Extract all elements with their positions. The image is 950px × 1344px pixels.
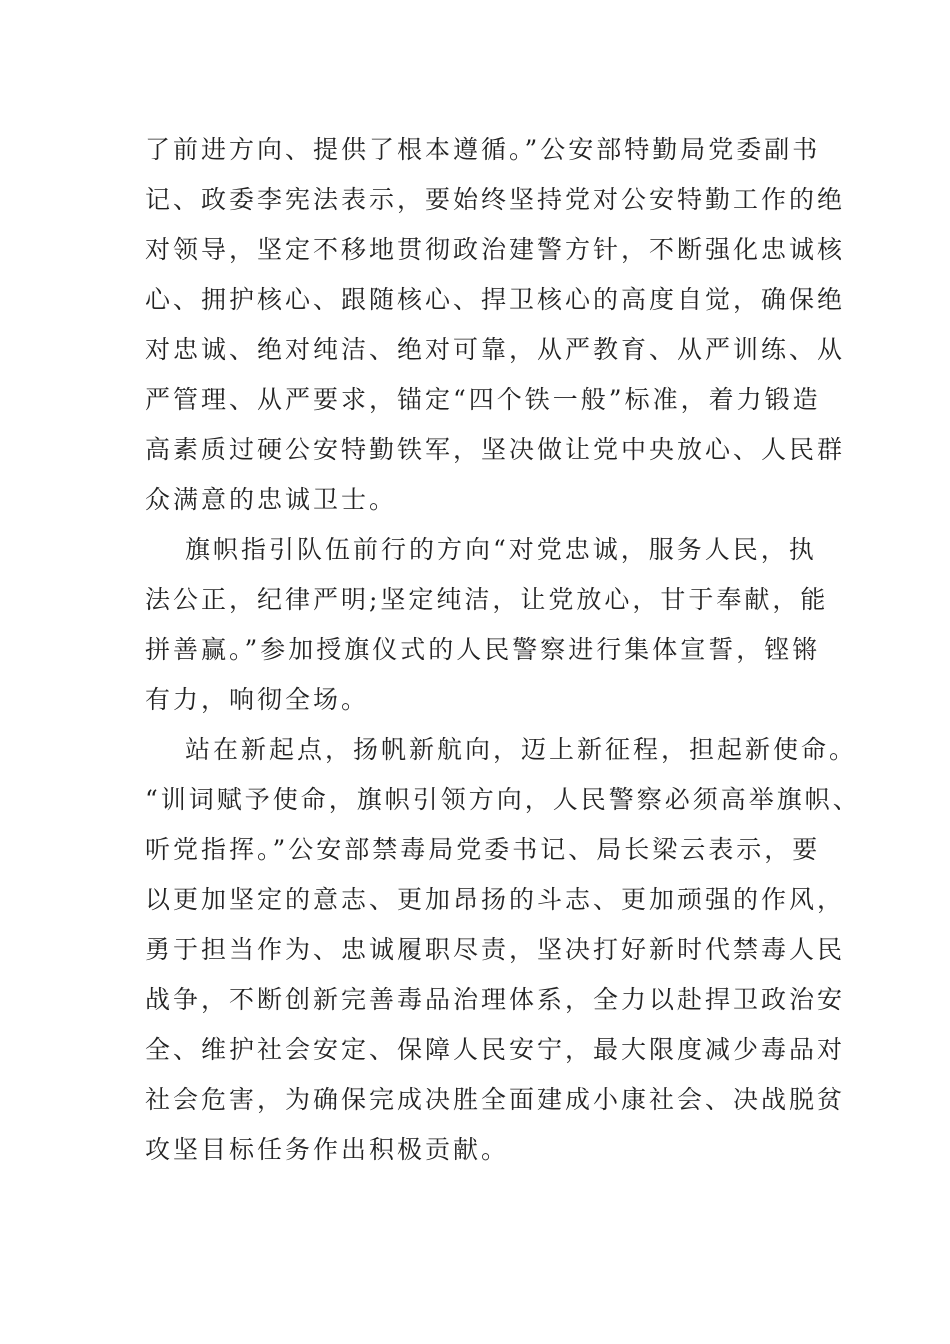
- text-line: 旗帜指引队伍前行的方向“对党忠诚，服务人民，执: [185, 535, 817, 564]
- text-line: 勇于担当作为、忠诚履职尽责，坚决打好新时代禁毒人民: [145, 935, 846, 964]
- text-line: 众满意的忠诚卫士。: [145, 485, 398, 514]
- paragraph-2: [145, 525, 829, 725]
- text-line: 攻坚目标任务作出积极贡献。: [145, 1135, 510, 1164]
- text-line: 严管理、从严要求，锚定“四个铁一般”标准，着力锻造: [145, 385, 821, 414]
- text-line: “训词赋予使命，旗帜引领方向，人民警察必须高举旗帜、: [145, 785, 861, 814]
- paragraph-3: [145, 725, 861, 1175]
- text-line: 法公正，纪律严明;坚定纯洁，让党放心，甘于奉献，能: [145, 585, 829, 614]
- text-line: 高素质过硬公安特勤铁军，坚决做让党中央放心、人民群: [145, 435, 846, 464]
- text-line: 站在新起点，扬帆新航向，迈上新征程，担起新使命。: [185, 735, 858, 764]
- text-line: 战争，不断创新完善毒品治理体系，全力以赴捍卫政治安: [145, 985, 846, 1014]
- text-line: 有力，响彻全场。: [145, 685, 370, 714]
- document-body: [145, 125, 861, 1175]
- text-line: 以更加坚定的意志、更加昂扬的斗志、更加顽强的作风，: [145, 885, 846, 914]
- text-line: 对忠诚、绝对纯洁、绝对可靠，从严教育、从严训练、从: [145, 335, 846, 364]
- text-line: 听党指挥。”公安部禁毒局党委书记、局长梁云表示，要: [145, 835, 821, 864]
- text-line: 拼善赢。”参加授旗仪式的人民警察进行集体宣誓，铿锵: [145, 635, 821, 664]
- text-line: 心、拥护核心、跟随核心、捍卫核心的高度自觉，确保绝: [145, 285, 846, 314]
- paragraph-1: [145, 125, 846, 525]
- text-line: 全、维护社会安定、保障人民安宁，最大限度减少毒品对: [145, 1035, 846, 1064]
- text-line: 了前进方向、提供了根本遵循。”公安部特勤局党委副书: [145, 135, 821, 164]
- text-line: 社会危害，为确保完成决胜全面建成小康社会、决战脱贫: [145, 1085, 846, 1114]
- text-line: 对领导，坚定不移地贯彻政治建警方针，不断强化忠诚核: [145, 235, 846, 264]
- text-line: 记、政委李宪法表示，要始终坚持党对公安特勤工作的绝: [145, 185, 846, 214]
